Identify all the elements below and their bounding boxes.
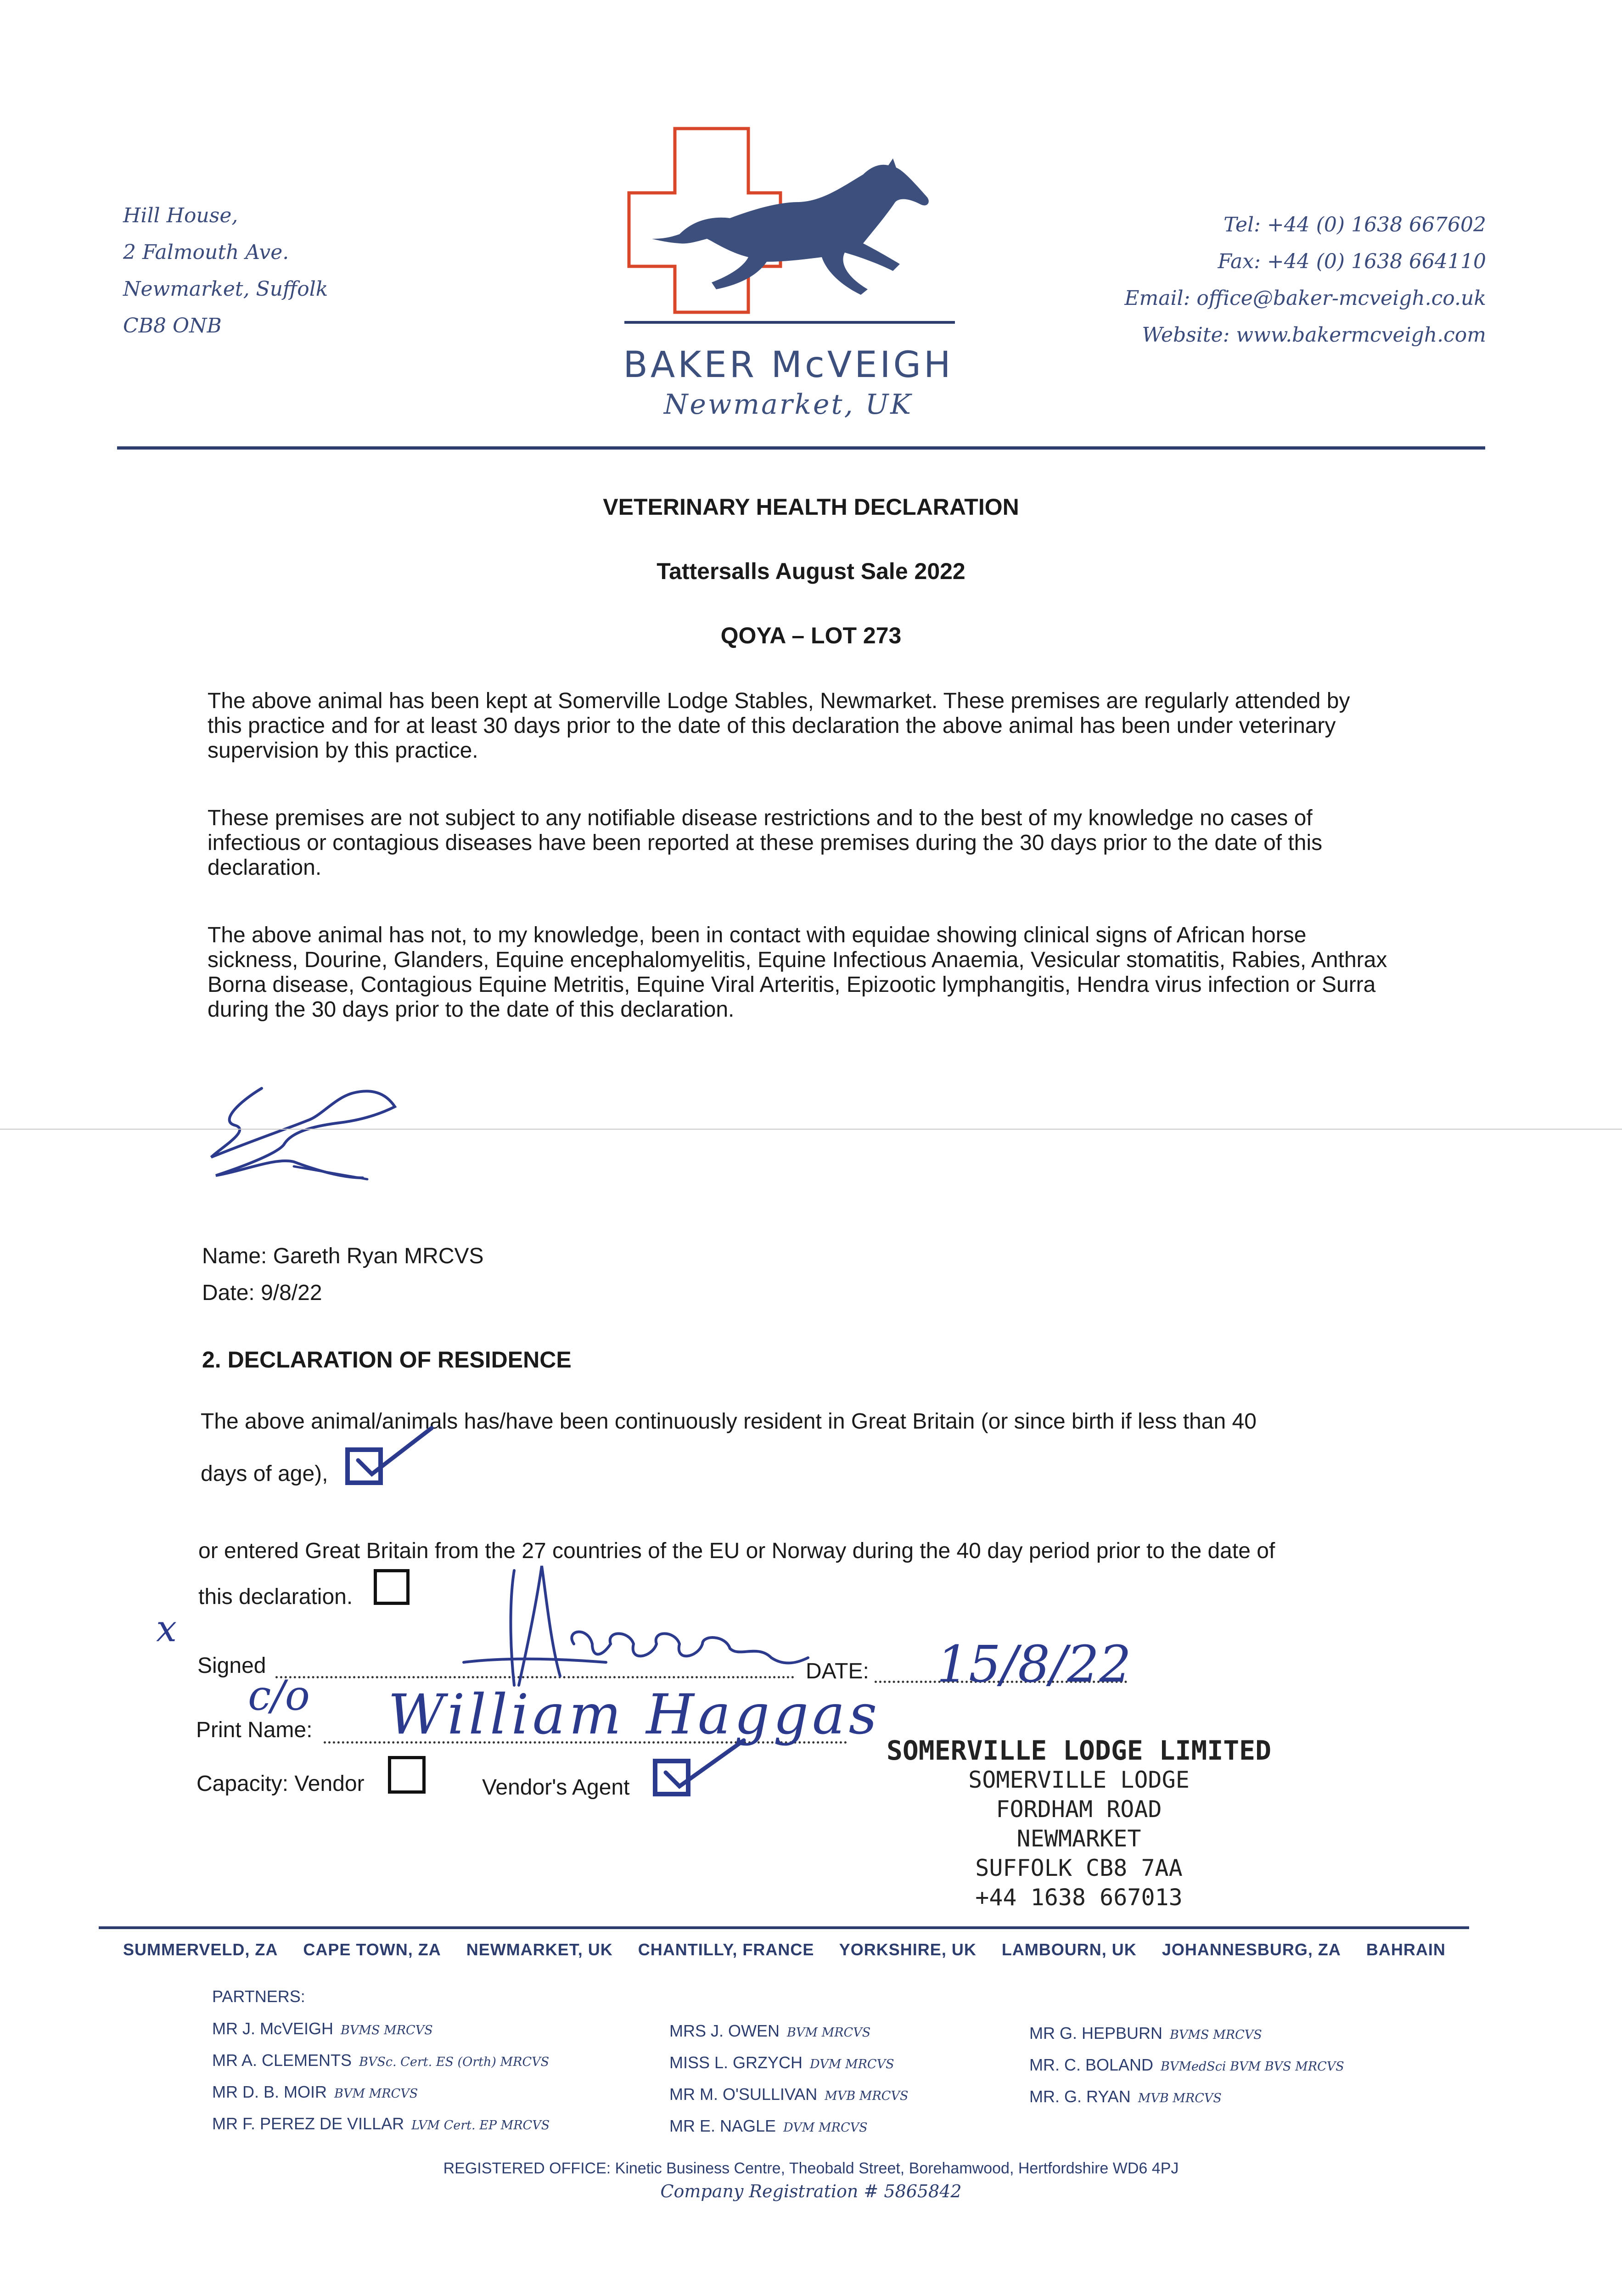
sale-name: Tattersalls August Sale 2022 xyxy=(657,558,965,584)
handwritten-x-mark: x xyxy=(156,1607,177,1650)
footer-divider xyxy=(99,1926,1469,1929)
address-line-4: CB8 ONB xyxy=(123,314,222,338)
handwritten-print-name: William Haggas xyxy=(388,1683,881,1747)
partner-row: MR A. CLEMENTS BVSc. Cert. ES (Orth) MRCVS xyxy=(212,2051,550,2070)
location-newmarket: NEWMARKET, UK xyxy=(466,1940,613,1959)
partners-column-2 xyxy=(669,2016,908,2143)
residence-line-2: days of age), xyxy=(201,1462,328,1486)
location-summerveld: SUMMERVELD, ZA xyxy=(123,1940,278,1959)
practice-contact xyxy=(1124,207,1486,354)
print-name-label: Print Name: xyxy=(196,1718,313,1742)
contact-website: Website: www.bakermcveigh.com xyxy=(1142,323,1486,347)
location-cape-town: CAPE TOWN, ZA xyxy=(303,1940,441,1959)
partner-row: MISS L. GRZYCH DVM MRCVS xyxy=(669,2053,894,2072)
office-locations xyxy=(123,1940,1466,1959)
location-lambourn: LAMBOURN, UK xyxy=(1001,1940,1137,1959)
agent-signature xyxy=(455,1552,813,1704)
stamp-line-6: +44 1638 667013 xyxy=(975,1884,1183,1911)
residence-heading: 2. DECLARATION OF RESIDENCE xyxy=(202,1347,572,1373)
partner-row: MR. C. BOLAND BVMedSci BVM BVS MRCVS xyxy=(1029,2055,1344,2074)
handwritten-date: 15/8/22 xyxy=(937,1635,1132,1694)
declaration-paragraph-1: The above animal has been kept at Somerville Lodge Stables, Newmarket. These premises are regularly attended by this practice and for at least 30 days prior to the date of this declaration the above animal has been under veterinary supervision by this practice. xyxy=(208,689,1350,763)
location-johannesburg: JOHANNESBURG, ZA xyxy=(1162,1940,1341,1959)
partners-label: PARTNERS: xyxy=(212,1987,305,2006)
contact-fax: Fax: +44 (0) 1638 664110 xyxy=(1218,250,1486,273)
header-divider xyxy=(117,446,1485,450)
brand-location: Newmarket, UK xyxy=(663,388,913,421)
residence-line-4: this declaration. xyxy=(198,1585,353,1609)
stamp-company: SOMERVILLE LODGE LIMITED xyxy=(886,1735,1272,1766)
stamp-line-3: FORDHAM ROAD xyxy=(996,1796,1162,1823)
location-bahrain: BAHRAIN xyxy=(1366,1940,1446,1959)
location-yorkshire: YORKSHIRE, UK xyxy=(839,1940,977,1959)
vet-date: Date: 9/8/22 xyxy=(202,1281,322,1305)
handwritten-care-of: c/o xyxy=(248,1671,310,1720)
partner-row: MR. G. RYAN MVB MRCVS xyxy=(1029,2087,1222,2106)
residence-line-1: The above animal/animals has/have been continuously resident in Great Britain (or since birth if less than 40 xyxy=(201,1409,1257,1434)
brand-block xyxy=(614,344,963,421)
partner-row: MR E. NAGLE DVM MRCVS xyxy=(669,2116,868,2135)
vendors-agent-label: Vendor's Agent xyxy=(482,1775,630,1800)
partner-row: MR D. B. MOIR BVM MRCVS xyxy=(212,2082,418,2101)
brand-name: BAKER McVEIGH xyxy=(623,344,954,386)
checkmark-icon xyxy=(349,1424,436,1483)
scan-fold-line xyxy=(0,1129,1622,1130)
partner-row: MRS J. OWEN BVM MRCVS xyxy=(669,2021,871,2040)
partner-row: MR J. McVEIGH BVMS MRCVS xyxy=(212,2019,433,2038)
partner-row: MR G. HEPBURN BVMS MRCVS xyxy=(1029,2024,1262,2043)
partners-column-1 xyxy=(212,2014,550,2140)
registered-office: REGISTERED OFFICE: Kinetic Business Centre, Theobald Street, Borehamwood, Hertfordshire WD6 4PJ xyxy=(443,2160,1179,2177)
vet-signature xyxy=(202,1079,413,1189)
residence-line-3: or entered Great Britain from the 27 countries of the EU or Norway during the 40 day period prior to the date of xyxy=(198,1539,1275,1563)
baker-mcveigh-logo xyxy=(624,124,955,326)
galloping-horse-icon xyxy=(652,158,929,295)
stamp-line-5: SUFFOLK CB8 7AA xyxy=(975,1855,1183,1881)
vet-name: Name: Gareth Ryan MRCVS xyxy=(202,1244,484,1268)
contact-tel: Tel: +44 (0) 1638 667602 xyxy=(1224,213,1486,236)
date-label: DATE: xyxy=(806,1659,869,1683)
stamp-line-2: SOMERVILLE LODGE xyxy=(968,1767,1190,1793)
capacity-vendor-label: Capacity: Vendor xyxy=(196,1772,365,1796)
practice-address xyxy=(123,197,328,344)
declaration-title: VETERINARY HEALTH DECLARATION xyxy=(603,494,1019,520)
address-line-3: Newmarket, Suffolk xyxy=(123,277,328,301)
declaration-paragraph-2: These premises are not subject to any notifiable disease restrictions and to the best of my knowledge no cases of infectious or contagious diseases have been reported at these premises during the 30 days prior to the date of this declaration. xyxy=(208,806,1323,880)
partner-row: MR M. O'SULLIVAN MVB MRCVS xyxy=(669,2085,909,2104)
trainer-stamp xyxy=(849,1736,1308,1912)
address-line-1: Hill House, xyxy=(123,204,238,227)
vendor-checkbox[interactable] xyxy=(388,1756,426,1794)
contact-email: Email: office@baker-mcveigh.co.uk xyxy=(1124,287,1486,310)
declaration-paragraph-3: The above animal has not, to my knowledge, been in contact with equidae showing clinical signs of African horse sickness, Dourine, Glanders, Equine encephalomyelitis, Equine Infectious Anaemia, Vesicular stomatitis, Rabies, Anthrax Borna disease, Contagious Equine Metritis, Equine Viral Arteritis, Epizootic lymphangitis, Hendra virus infection or Surra during the 30 days prior to the date of this declaration. xyxy=(208,923,1387,1022)
checkmark-icon xyxy=(657,1731,748,1795)
signed-label: Signed xyxy=(197,1654,266,1678)
location-chantilly: CHANTILLY, FRANCE xyxy=(638,1940,814,1959)
stamp-line-4: NEWMARKET xyxy=(1016,1825,1141,1852)
address-line-2: 2 Falmouth Ave. xyxy=(123,241,289,264)
eu-entry-checkbox[interactable] xyxy=(374,1569,410,1605)
partners-column-3 xyxy=(1029,2018,1344,2113)
lot-line: QOYA – LOT 273 xyxy=(720,623,902,648)
company-registration: Company Registration # 5865842 xyxy=(660,2181,962,2201)
partner-row: MR F. PEREZ DE VILLAR LVM Cert. EP MRCVS xyxy=(212,2114,550,2133)
